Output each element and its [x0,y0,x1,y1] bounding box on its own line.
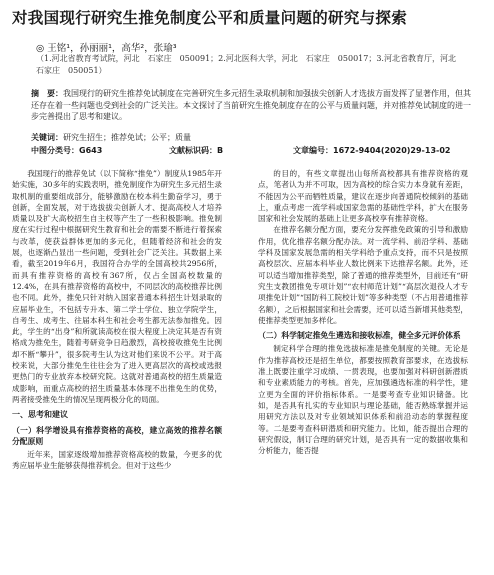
left-column [12,168,222,472]
body-paragraph: 的目的，有些文章提出山每所高校都具有推荐资格的观点，笔者认为并不可取，因为高校的综合实力本身就有差距，不能因为公平而牺牲质量，建议在逐步向普通院校倾斜的基础上，重点考虑一流学科或国家急需的基础性学科，扩大在服务国家和社会发展的基础上让更多高校享有推荐资格。 [258,169,468,224]
affiliations: （1.河北省教育考试院，河北 石家庄 050091；2.河北医科大学，河北 石家庄 050017；3.河北省教育厅，河北 石家庄 050051） [36,54,464,75]
keywords-label: 关键词： [31,133,63,142]
section-heading: 一、思考和建议 [12,410,68,420]
class-number: 中图分类号：G643 [31,146,103,155]
abstract [31,88,471,123]
subsection-heading: （二）科学制定推免生遴选和接收标准，健全多元评价体系 [258,331,461,341]
body-paragraph: 近年来，国家逐级增加推荐资格高校的数量，今更多的优秀应届毕业生能够获得推荐机会。但对于这些少 [12,450,222,471]
document-code: 文献标识码：B [169,146,224,155]
author-list: ◎ 王铭¹，孙丽丽¹，高华²，张瑜³ [36,43,177,54]
body-paragraph: 在推荐名额分配方面，要充分发挥推免政策的引导和激励作用，优化推荐名额分配办法。对一流学科、前沿学科、基础学科及国家发展急需的相关学科给予重点支持，而不只是按照高校层次、应届本科毕业人数比例来下达推荐名额。此外，还可以适当增加推荐类型，除了普通的推荐类型外，目前还有“研究生支教团推免专项计划”“农村师范计划”“高层次退役人才专项推免计划”“国防科工院校计划”等多种类型（不占用普通推荐名额），之后根据国家和社会需要，还可以适当新增其他类型，使推荐类型更加多样化。 [258,225,468,325]
right-column [258,168,468,456]
body-paragraph: 我国现行的推荐免试（以下简称“推免”）制度从1985年开始实施，30多年的实践表明，推免制度作为研究生多元招生录取机制的重要组成部分，能够激励在校本科生勤奋学习，勇于创新，全面发展，对于选拔拔尖创新人才、提高高校人才培养质量以及扩大高校招生自主权等产生了一些积极影响。推免制度在实行过程中根据研究生教育和社会的需要不断进行着探索与改革，使获益群体更加的多元化，但随着经济和社会的发展，也逐渐凸显出一些问题，受到社会广泛关注。其数据上来看，截至2019年6月，我国符合办学的全国高校共2956所，而具有推荐资格的高校有367所，仅占全国高校数量的12.4%，在具有推荐资格的高校中，不同层次的高校推荐比例也不同。此外，推免只针对纳入国家普通本科招生计划录取的应届毕业生，不包括专升本、第二学士学位、独立学院学生，自考生、成考生、往届本科生和社会考生都无法参加推免。因此，学生的“出身”和所就读高校在很大程度上决定其是否有资格成为推免生，随着考研竞争日趋激烈，高校接收推免生比例却不断“攀升”，很多院考生认为这对他们来说不公平。对于高校来说，大部分推免生往往会为了进入更高层次的高校或选报更热门的专业放弃本校研究院。这就对普通高校的招生质量造成影响，而重点高校的招生质量基本体现不出推免生的优势，两者接受推免生的情况呈现两极分化的局面。 [12,169,222,404]
abstract-text: 我国现行的研究生推荐免试制度在完善研究生多元招生录取机制和加强拔尖创新人才选拔方面发挥了显著作用，但其还存在着一些问题也受到社会的广泛关注。本文探讨了当前研究生推免制度存在的公平与质量问题，并对推荐免试制度的进一步完善提出了思考和建议。 [31,89,471,121]
abstract-label: 摘 要： [31,89,63,98]
article-id: 文章编号：1672-9404(2020)29-13-02 [293,146,451,155]
subsection-heading: （一）科学增设具有推荐资格的高校，建立高效的推荐名额分配原则 [12,425,222,446]
body-paragraph: 制定科学合理的推免选拔标准是推免制度的关键。无论是作为推荐高校还是招生单位，都要按照教育部要求，在选拔标准上既要注重学习成绩、一贯表现，也要加强对科研创新潜质和专业素质能力的考核。首先，应加强遴选标准的科学性，建立更为全面的评价指标体系。一是要考查专业知识储备。比如，是否具有扎实的专业知识与理论基础，能否熟练掌握并运用研究方法以及对专业领域知识体系和前沿动态的掌握程度等。二是要考查科研潜质和研究能力。比如，能否提出合理的研究假设，制订合理的研究计划，是否具有一定的数据收集和分析能力，能否提 [258,344,468,456]
keywords [31,132,191,143]
keywords-text: 研究生招生；推荐免试；公平；质量 [63,133,191,142]
paper-title: 对我国现行研究生推免制度公平和质量问题的研究与探索 [12,9,408,27]
